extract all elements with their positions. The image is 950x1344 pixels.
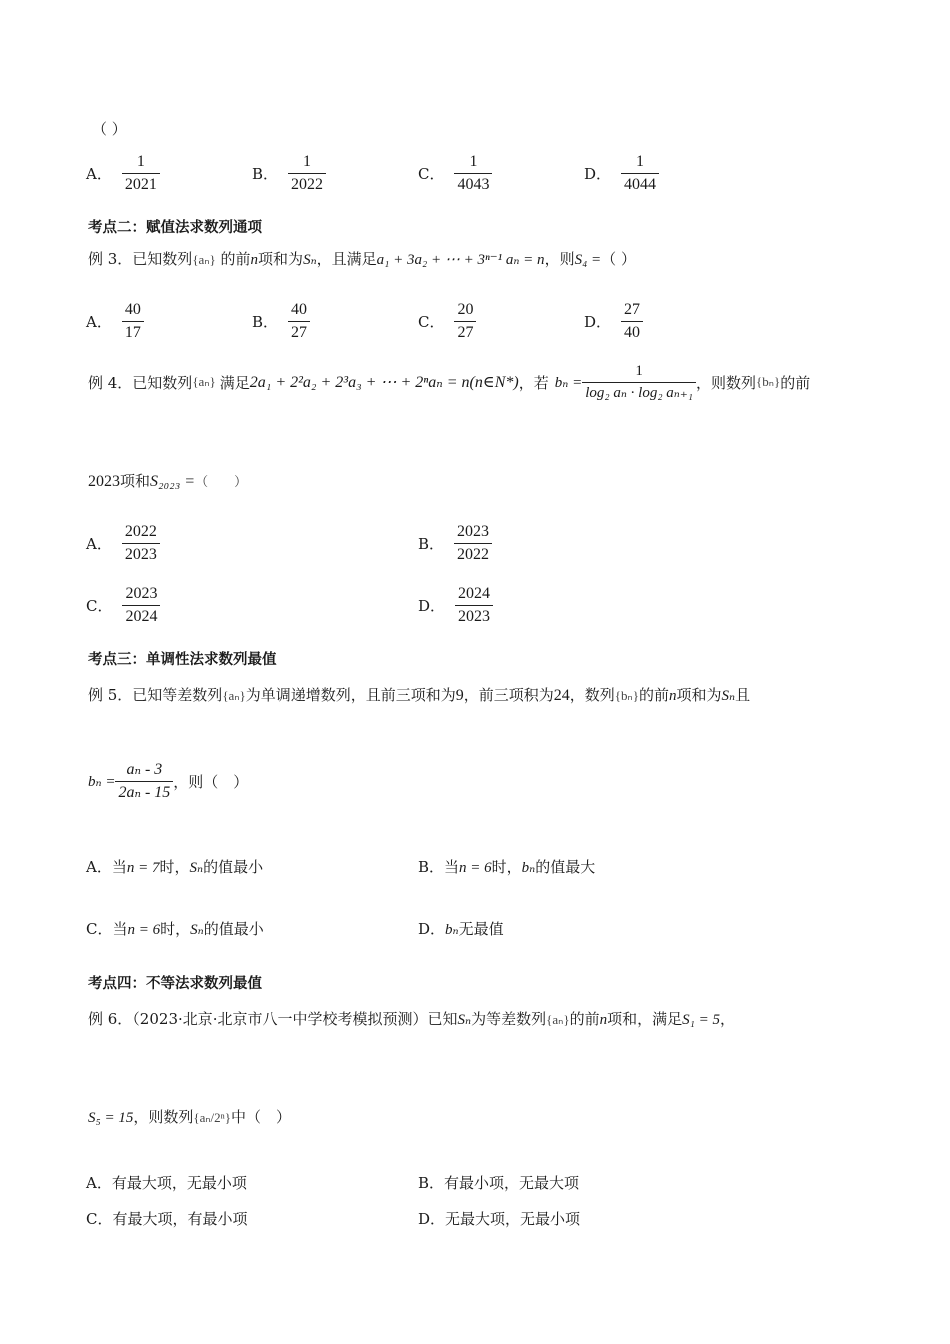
- option-label: A．: [86, 165, 112, 183]
- equation: 2a₁ + 2²a₂ + 2³a₃ + ⋯ + 2ⁿaₙ = n(n∈N*): [249, 374, 519, 392]
- option-b[interactable]: B． $\frac{2023}{2022}$: [418, 522, 492, 565]
- fraction: $\frac{40}{27}$: [288, 300, 310, 343]
- option-a[interactable]: A． $\frac{2022}{2023}$: [86, 522, 160, 565]
- option-a[interactable]: A．有最大项，无最小项: [86, 1174, 247, 1192]
- option-c[interactable]: C．有最大项，有最小项: [86, 1210, 248, 1228]
- example-5-formula: bₙ = $\frac{\text{aₙ - 3}}{\text{2aₙ - 15}}$ ，则（ ）: [88, 761, 249, 801]
- example-4-line2: 2023项和S₂₀₂₃ =（ ）: [88, 472, 248, 490]
- option-d[interactable]: D．无最大项，无最小项: [418, 1210, 581, 1228]
- sequence-a: {aₙ}: [222, 688, 246, 703]
- section-heading-kp3: 考点三：单调性法求数列最值: [88, 652, 277, 668]
- sequence-b: {bₙ}: [614, 688, 639, 703]
- section-heading-kp4: 考点四：不等法求数列最值: [88, 976, 262, 992]
- fraction: $\frac{27}{40}$: [621, 300, 643, 343]
- option-c[interactable]: C． $\frac{20}{27}$: [418, 300, 476, 343]
- sequence-a: {aₙ}: [192, 252, 216, 267]
- option-a[interactable]: A．当n = 7时，Sₙ的值最小: [86, 858, 264, 876]
- option-a[interactable]: A． $\frac{40}{17}$: [86, 300, 144, 343]
- option-label: C．: [418, 165, 445, 183]
- example-4-statement: 例 4．已知数列 {aₙ} 满足 2a₁ + 2²a₂ + 2³a₃ + ⋯ + 2ⁿaₙ = n(n∈N*) ，若 bₙ = $\frac{1}{\text{log₂ aₙ · log₂ aₙ₊₁}}$ ，则数列 {bₙ} 的前: [88, 363, 811, 401]
- option-c[interactable]: C．当n = 6时，Sₙ的值最小: [86, 920, 264, 938]
- sequence-fraction: {aₙ/2ⁿ}: [193, 1110, 231, 1125]
- option-d[interactable]: D． $\frac{2024}{2023}$: [418, 584, 493, 627]
- sequence-a: {aₙ}: [192, 374, 216, 390]
- fraction: $\frac{1}{2022}$: [288, 152, 326, 195]
- option-c[interactable]: [418, 152, 492, 195]
- option-label: D．: [584, 165, 612, 183]
- fraction: $\frac{2023}{2024}$: [122, 584, 160, 627]
- sequence-b: {bₙ}: [756, 374, 781, 390]
- equation: a₁ + 3a₂ + ⋯ + 3ⁿ⁻¹ aₙ = n: [376, 252, 545, 268]
- fraction: $\frac{2023}{2022}$: [454, 522, 492, 565]
- example-6-statement: 例 6．（2023·北京·北京市八一中学校考模拟预测）已知Sₙ为等差数列{aₙ}的前n项和，满足S₁ = 5，: [88, 1010, 735, 1028]
- example-5-statement: 例 5．已知等差数列{aₙ}为单调递增数列，且前三项和为9，前三项积为24，数列{bₙ}的前n项和为Sₙ且: [88, 686, 751, 704]
- answer-paren: （ ）: [92, 120, 127, 138]
- option-b[interactable]: [252, 152, 326, 195]
- fraction: $\frac{20}{27}$: [454, 300, 476, 343]
- example-6-line2: S₅ = 15，则数列{aₙ/2ⁿ}中（ ）: [88, 1108, 292, 1126]
- fraction: $\frac{2022}{2023}$: [122, 522, 160, 565]
- sequence-a: {aₙ}: [546, 1012, 570, 1027]
- option-d[interactable]: D． $\frac{27}{40}$: [584, 300, 643, 343]
- option-label: B．: [252, 165, 279, 183]
- option-b[interactable]: B．当n = 6时，bₙ的值最大: [418, 858, 596, 876]
- option-b[interactable]: B．有最小项，无最大项: [418, 1174, 580, 1192]
- fraction: $\frac{1}{4044}$: [621, 152, 659, 195]
- option-c[interactable]: C． $\frac{2023}{2024}$: [86, 584, 160, 627]
- option-a[interactable]: [86, 152, 160, 195]
- section-heading-kp2: 考点二：赋值法求数列通项: [88, 220, 262, 236]
- fraction: $\frac{\text{aₙ - 3}}{\text{2aₙ - 15}}$: [115, 760, 173, 803]
- fraction: $\frac{1}{\text{log₂ aₙ · log₂ aₙ₊₁}}$: [582, 362, 696, 403]
- option-d[interactable]: D．bₙ无最值: [418, 920, 504, 938]
- fraction: $\frac{2024}{2023}$: [455, 584, 493, 627]
- option-d[interactable]: [584, 152, 659, 195]
- fraction: $\frac{1}{4043}$: [454, 152, 492, 195]
- fraction: $\frac{1}{2021}$: [122, 152, 160, 195]
- option-b[interactable]: B． $\frac{40}{27}$: [252, 300, 310, 343]
- example-3-statement: 例 3．已知数列{aₙ} 的前n项和为Sₙ，且满足a₁ + 3a₂ + ⋯ + 3ⁿ⁻¹ aₙ = n，则S₄ =（ ）: [88, 250, 636, 268]
- fraction: $\frac{40}{17}$: [122, 300, 144, 343]
